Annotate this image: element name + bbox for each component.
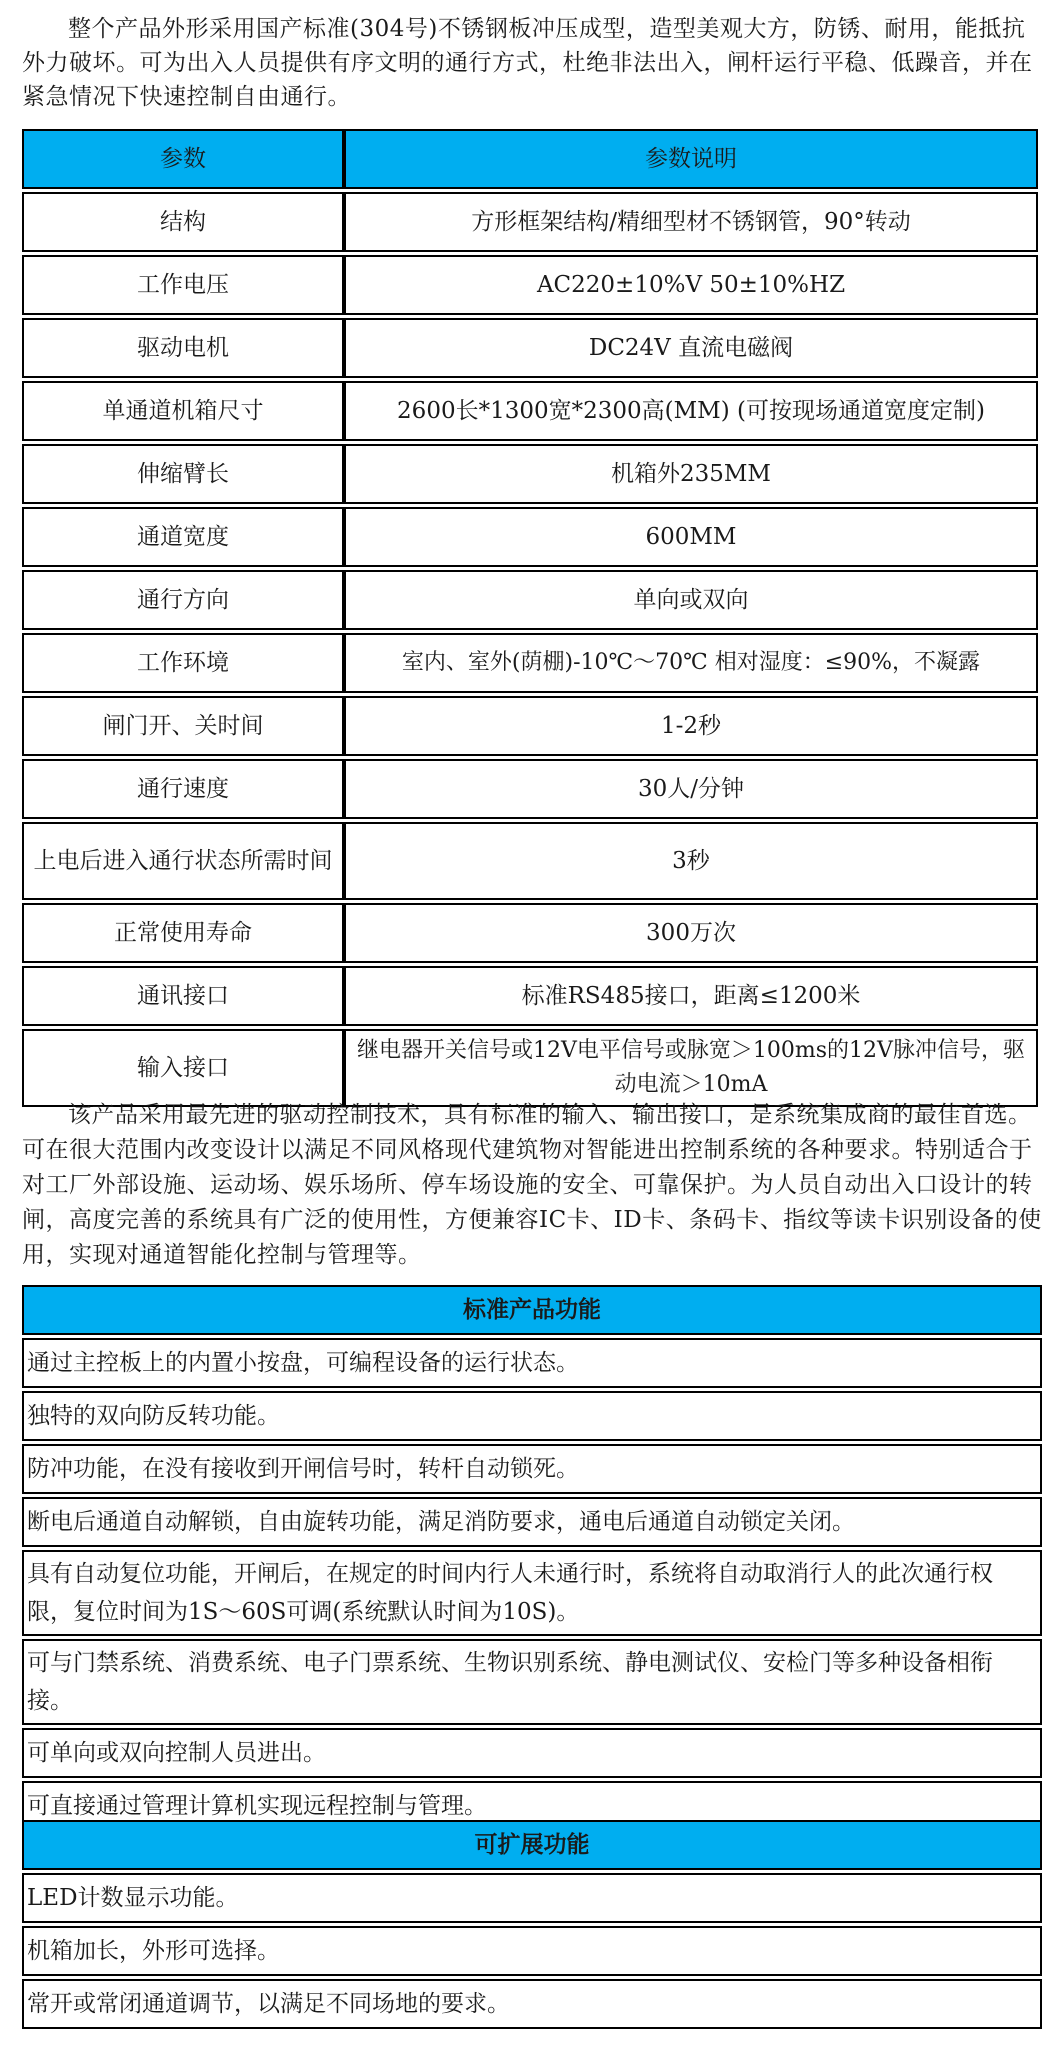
param-cell: 伸缩臂长 [22,444,344,504]
desc-cell: 1-2秒 [344,696,1038,756]
feature-row [22,1391,1042,1441]
standard-features-header [22,1285,1042,1335]
param-cell: 通行方向 [22,570,344,630]
feature-item: 常开或常闭通道调节，以满足不同场地的要求。 [22,1979,1042,2029]
feature-item: 通过主控板上的内置小按盘，可编程设备的运行状态。 [22,1338,1042,1388]
desc-cell: 600MM [344,507,1038,567]
header-desc: 参数说明 [344,129,1038,189]
standard-features-table [22,1282,1042,1834]
feature-item: 断电后通道自动解锁，自由旋转功能，满足消防要求，通电后通道自动锁定关闭。 [22,1497,1042,1547]
table-row [22,1029,1038,1107]
param-cell: 结构 [22,192,344,252]
table-row [22,507,1038,567]
desc-cell: 标准RS485接口，距离≤1200米 [344,966,1038,1026]
feature-row [22,1444,1042,1494]
table-row [22,633,1038,693]
feature-item: LED计数显示功能。 [22,1873,1042,1923]
feature-row [22,1550,1042,1636]
param-cell: 输入接口 [22,1029,344,1107]
param-cell: 正常使用寿命 [22,903,344,963]
feature-item: 独特的双向防反转功能。 [22,1391,1042,1441]
table-row [22,759,1038,819]
desc-cell: 300万次 [344,903,1038,963]
extended-features-header [22,1820,1042,1870]
extended-features-title: 可扩展功能 [22,1820,1042,1870]
feature-item: 具有自动复位功能，开闸后，在规定的时间内行人未通行时，系统将自动取消行人的此次通行权限，复位时间为1S～60S可调(系统默认时间为10S)。 [22,1550,1042,1636]
spec-table-header [22,129,1038,189]
table-row [22,318,1038,378]
feature-item: 可单向或双向控制人员进出。 [22,1728,1042,1778]
desc-cell: 3秒 [344,822,1038,900]
header-param: 参数 [22,129,344,189]
spec-table [22,126,1038,1110]
table-row [22,696,1038,756]
standard-features-title: 标准产品功能 [22,1285,1042,1335]
intro-paragraph: 整个产品外形采用国产标准(304号)不锈钢板冲压成型，造型美观大方，防锈、耐用，能抵抗外力破坏。可为出入人员提供有序文明的通行方式，杜绝非法出入，闸杆运行平稳、低躁音，并在紧急情况下快速控制自由通行。 [22,16,1033,110]
table-row [22,255,1038,315]
table-row [22,822,1038,900]
description-paragraph: 该产品采用最先进的驱动控制技术，具有标准的输入、输出接口，是系统集成商的最佳首选。可在很大范围内改变设计以满足不同风格现代建筑物对智能进出控制系统的各种要求。特别适合于对工厂外部设施、运动场、娱乐场所、停车场设施的安全、可靠保护。为人员自动出入口设计的转闸，高度完善的系统具有广泛的使用性，方便兼容IC卡、ID卡、条码卡、指纹等读卡识别设备的使用，实现对通道智能化控制与管理等。 [22,1102,1042,1268]
table-row [22,444,1038,504]
feature-item: 可与门禁系统、消费系统、电子门票系统、生物识别系统、静电测试仪、安检门等多种设备相衔接。 [22,1639,1042,1725]
param-cell: 上电后进入通行状态所需时间 [22,822,344,900]
feature-item: 防冲功能，在没有接收到开闸信号时，转杆自动锁死。 [22,1444,1042,1494]
table-row [22,381,1038,441]
param-cell: 工作环境 [22,633,344,693]
desc-cell: 继电器开关信号或12V电平信号或脉宽＞100ms的12V脉冲信号，驱动电流＞10mA [344,1029,1038,1107]
feature-item: 可直接通过管理计算机实现远程控制与管理。 [22,1781,1042,1831]
desc-cell: AC220±10%V 50±10%HZ [344,255,1038,315]
feature-row [22,1728,1042,1778]
feature-row [22,1979,1042,2029]
feature-row [22,1338,1042,1388]
desc-cell: 室内、室外(荫棚)-10℃～70℃ 相对湿度：≤90%，不凝露 [344,633,1038,693]
feature-row [22,1873,1042,1923]
desc-cell: 2600长*1300宽*2300高(MM) (可按现场通道宽度定制) [344,381,1038,441]
desc-cell: 方形框架结构/精细型材不锈钢管，90°转动 [344,192,1038,252]
feature-row [22,1639,1042,1725]
table-row [22,570,1038,630]
table-row [22,903,1038,963]
param-cell: 通讯接口 [22,966,344,1026]
table-row [22,192,1038,252]
param-cell: 通行速度 [22,759,344,819]
desc-cell: 单向或双向 [344,570,1038,630]
param-cell: 通道宽度 [22,507,344,567]
extended-features-table [22,1817,1042,2032]
feature-row [22,1926,1042,1976]
feature-item: 机箱加长，外形可选择。 [22,1926,1042,1976]
param-cell: 单通道机箱尺寸 [22,381,344,441]
param-cell: 驱动电机 [22,318,344,378]
param-cell: 闸门开、关时间 [22,696,344,756]
table-row [22,966,1038,1026]
desc-cell: 30人/分钟 [344,759,1038,819]
desc-cell: 机箱外235MM [344,444,1038,504]
feature-row [22,1497,1042,1547]
param-cell: 工作电压 [22,255,344,315]
desc-cell: DC24V 直流电磁阀 [344,318,1038,378]
